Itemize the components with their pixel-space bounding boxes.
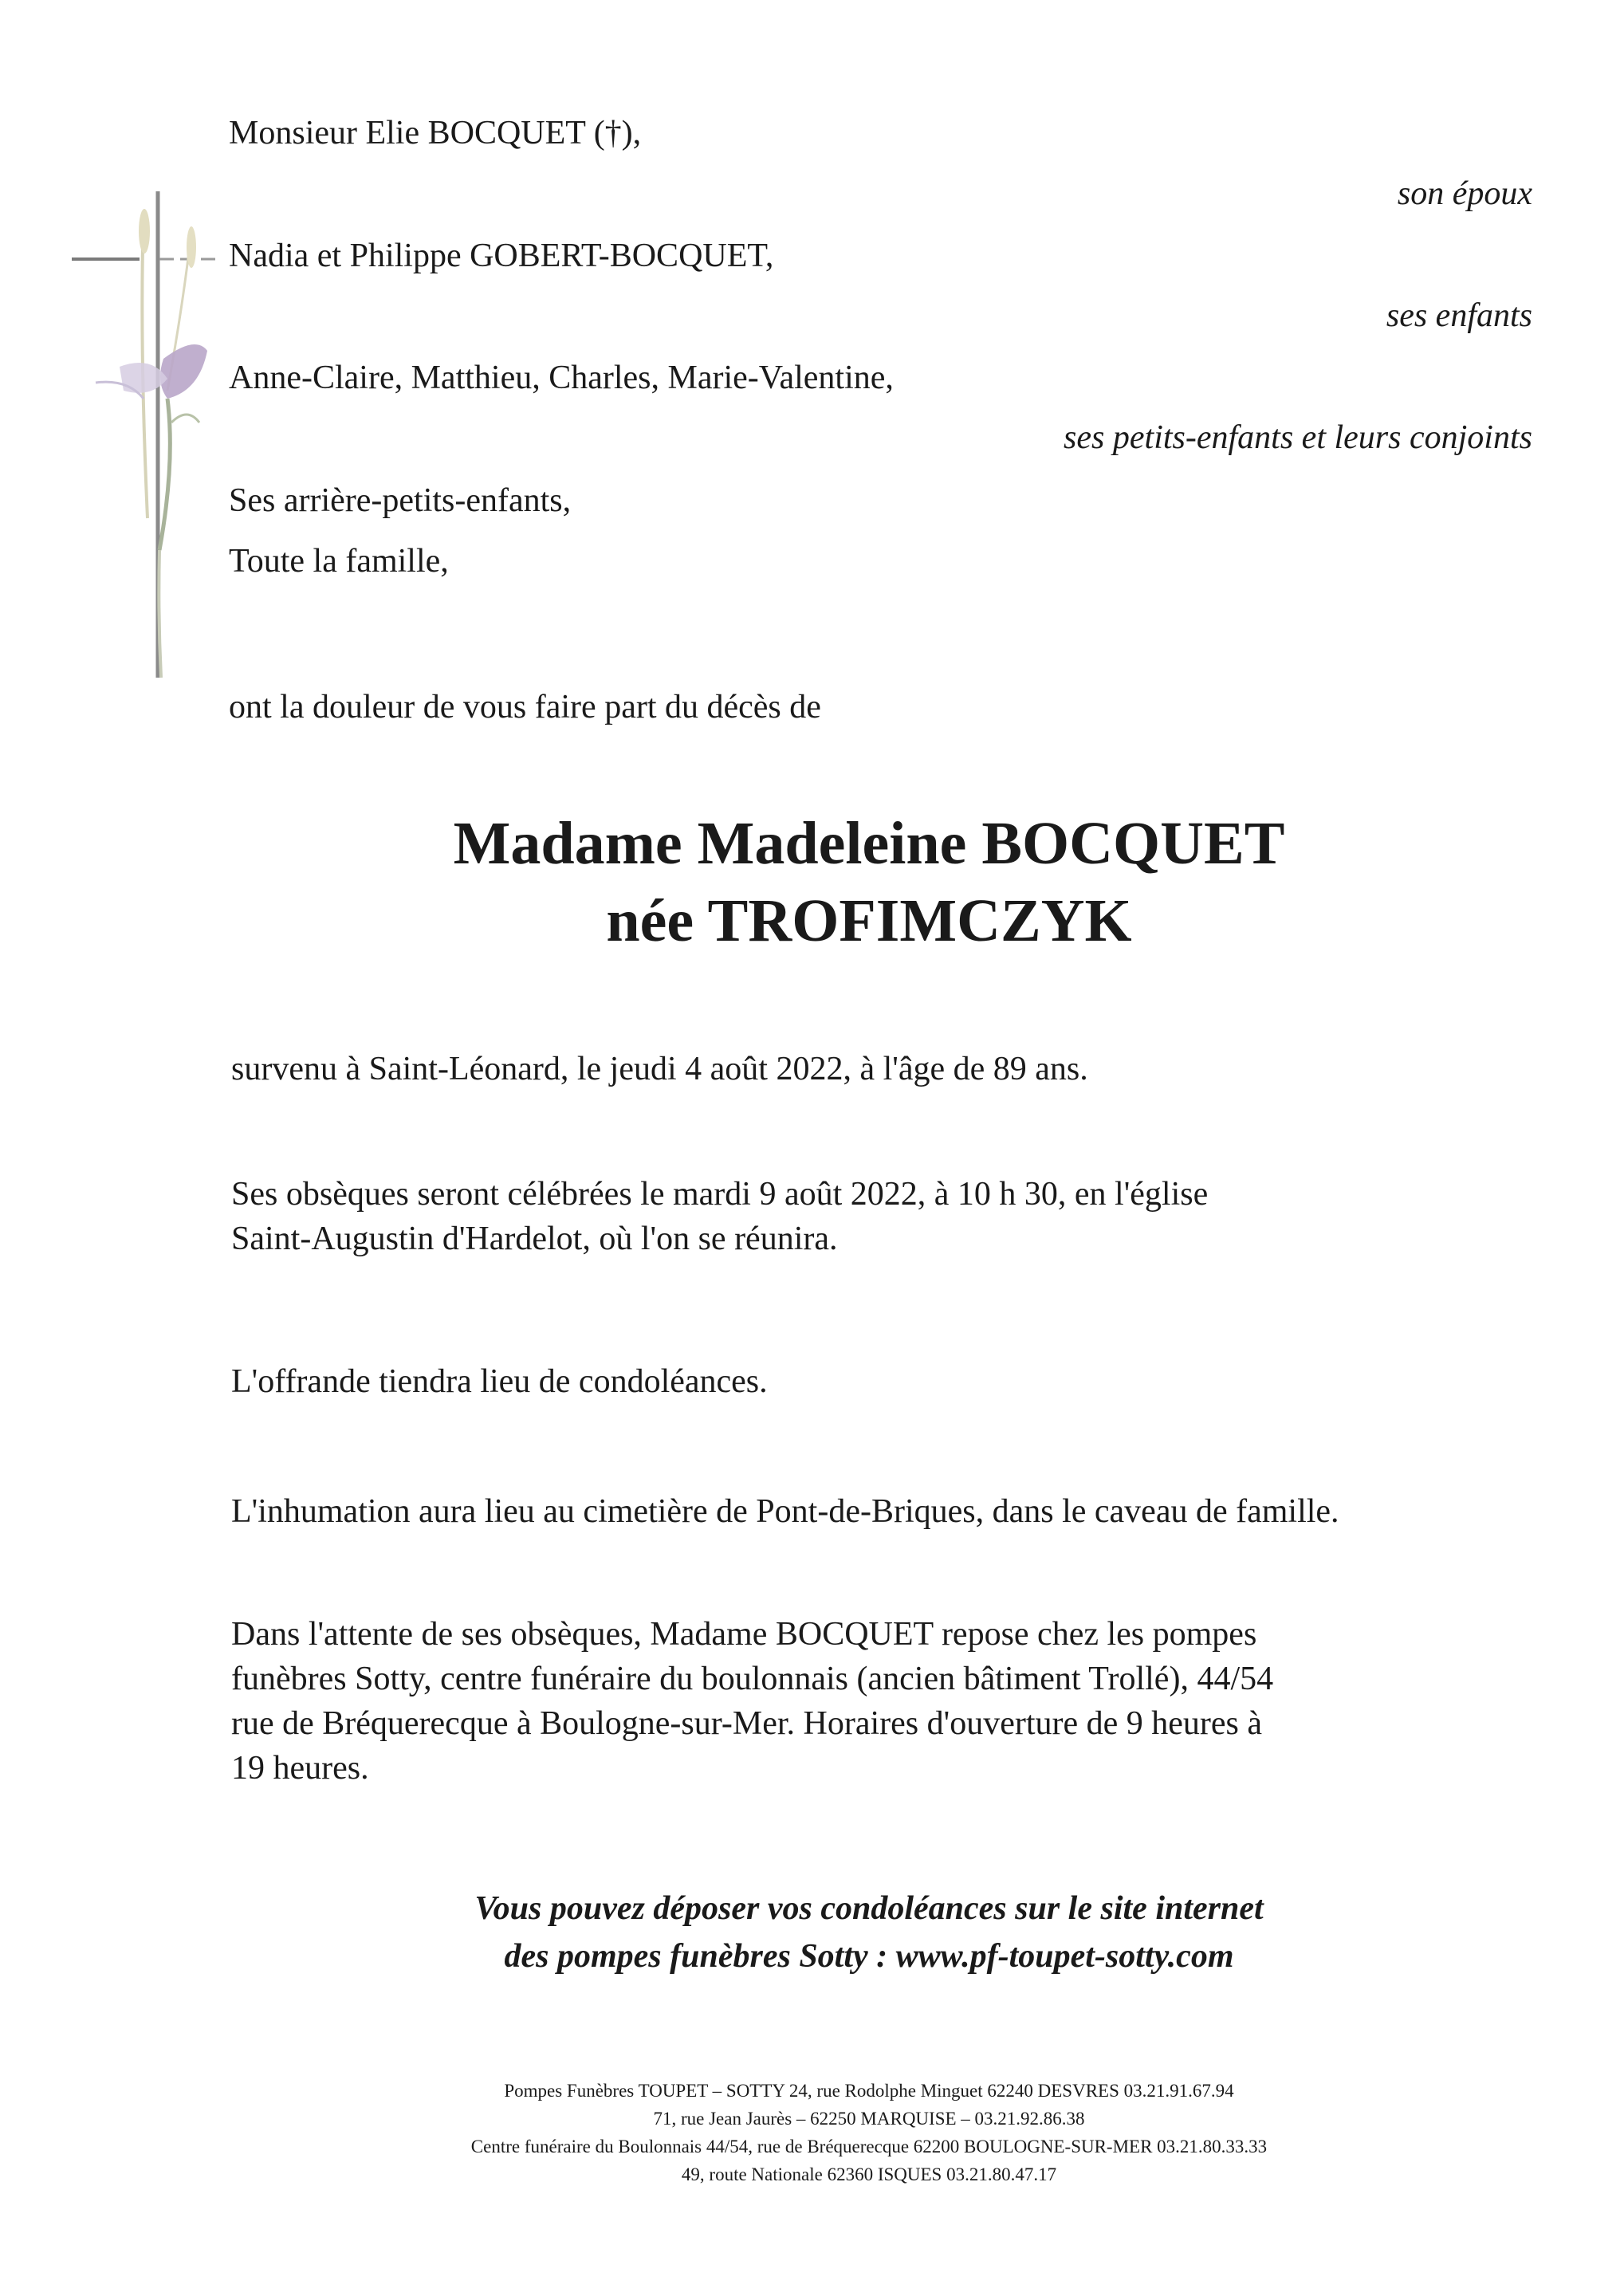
- family-line-great-grandchildren: Ses arrière-petits-enfants,: [229, 482, 572, 519]
- offering-text: L'offrande tiendra lieu de condoléances.: [231, 1363, 768, 1400]
- deceased-birth-name: née TROFIMCZYK: [606, 887, 1132, 954]
- role-spouse: son époux: [1397, 175, 1532, 212]
- footer-line-3: Centre funéraire du Boulonnais 44/54, rue de Bréquerecque 62200 BOULOGNE-SUR-MER 03.21.80.33.33: [470, 2137, 1268, 2156]
- viewing-line-3: rue de Bréquerecque à Boulogne-sur-Mer. Horaires d'ouverture de 9 heures à: [231, 1705, 1263, 1742]
- funeral-paragraph: [231, 1172, 1208, 1261]
- burial-text: L'inhumation aura lieu au cimetière de Pont-de-Briques, dans le caveau de famille.: [231, 1493, 1339, 1530]
- condolences-line-2: des pompes funèbres Sotty : www.pf-toupet-sotty.com: [504, 1938, 1234, 1975]
- family-line-all: Toute la famille,: [229, 543, 449, 580]
- viewing-line-2: funèbres Sotty, centre funéraire du boulonnais (ancien bâtiment Trollé), 44/54: [231, 1661, 1274, 1697]
- footer-line-1: Pompes Funèbres TOUPET – SOTTY 24, rue Rodolphe Minguet 62240 DESVRES 03.21.91.67.94: [504, 2081, 1234, 2101]
- condolences-line-1: Vous pouvez déposer vos condoléances sur le site internet: [474, 1890, 1264, 1927]
- funeral-line-1: Ses obsèques seront célébrées le mardi 9 août 2022, à 10 h 30, en l'église: [231, 1176, 1209, 1213]
- viewing-line-4: 19 heures.: [231, 1750, 369, 1787]
- viewing-paragraph: [231, 1612, 1273, 1791]
- funeral-line-2: Saint-Augustin d'Hardelot, où l'on se réunira.: [231, 1221, 838, 1257]
- family-line-children: Nadia et Philippe GOBERT-BOCQUET,: [229, 238, 774, 274]
- footer-line-2: 71, rue Jean Jaurès – 62250 MARQUISE – 03.21.92.86.38: [653, 2109, 1085, 2129]
- viewing-line-1: Dans l'attente de ses obsèques, Madame BOCQUET repose chez les pompes: [231, 1616, 1257, 1653]
- role-grandchildren: ses petits-enfants et leurs conjoints: [1064, 419, 1532, 456]
- announcement-text: ont la douleur de vous faire part du décès de: [229, 689, 821, 725]
- role-children: ses enfants: [1386, 297, 1532, 334]
- family-line-spouse: Monsieur Elie BOCQUET (†),: [229, 115, 642, 151]
- family-line-grandchildren: Anne-Claire, Matthieu, Charles, Marie-Valentine,: [229, 360, 894, 396]
- deceased-name: Madame Madeleine BOCQUET: [453, 810, 1285, 877]
- footer-line-4: 49, route Nationale 62360 ISQUES 03.21.80.47.17: [681, 2164, 1057, 2184]
- death-details: survenu à Saint-Léonard, le jeudi 4 août 2022, à l'âge de 89 ans.: [231, 1051, 1088, 1087]
- cross-lily-icon: [64, 183, 247, 694]
